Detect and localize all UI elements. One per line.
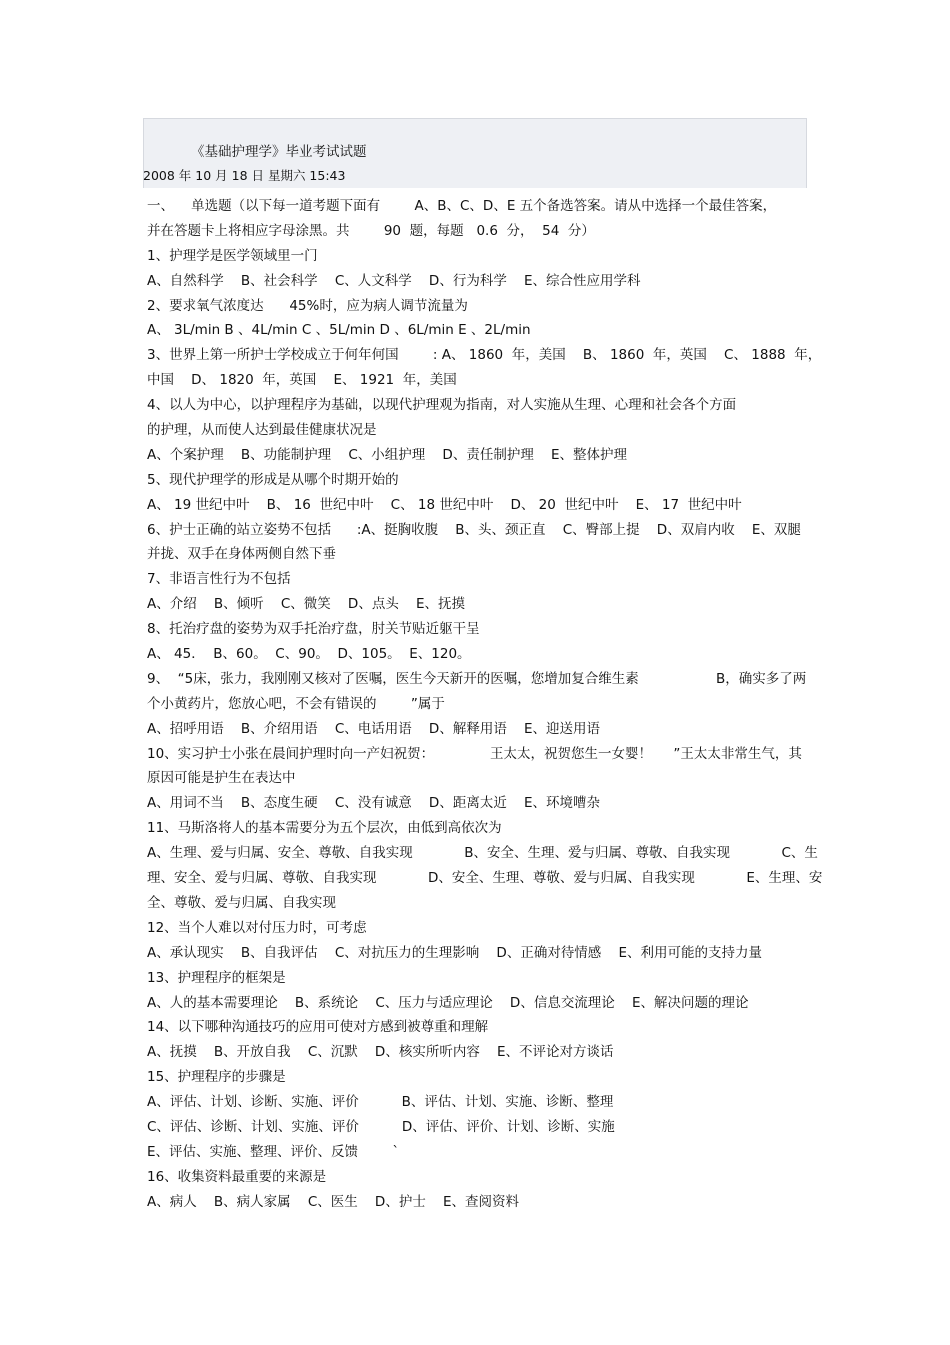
question-13: 13、护理程序的框架是 <box>147 969 286 986</box>
options-11: A、生理、爱与归属、安全、尊敬、自我实现 B、安全、生理、爱与归属、尊敬、自我实现 C、生 <box>147 845 818 862</box>
question-11: 11、马斯洛将人的基本需要分为五个层次，由低到高依次为 <box>147 820 502 837</box>
options-4: A、个案护理 B、功能制护理 C、小组护理 D、责任制护理 E、整体护理 <box>147 446 628 463</box>
options-16: A、病人 B、病人家属 C、医生 D、护士 E、查阅资料 <box>147 1193 520 1210</box>
options-11-cont: 理、安全、爱与归属、尊敬、自我实现 D、安全、生理、尊敬、爱与归属、自我实现 E、生理、安 <box>147 870 823 887</box>
question-5: 5、现代护理学的形成是从哪个时期开始的 <box>147 471 399 488</box>
options-15-e: E、评估、实施、整理、评价、反馈 ` <box>147 1143 400 1160</box>
page-title: 《基础护理学》毕业考试试题 <box>191 144 367 160</box>
question-9: 9、 “5床，张力，我刚刚又核对了医嘱，医生今天新开的医嘱，您增加复合维生素 B，确实多了两 <box>147 670 807 687</box>
question-6: 6、护士正确的站立姿势不包括 :A、挺胸收腹 B、头、颈正直 C、臀部上提 D、双肩内收 E、双腿 <box>147 521 801 538</box>
question-14: 14、以下哪种沟通技巧的应用可使对方感到被尊重和理解 <box>147 1019 489 1036</box>
question-10-cont: 原因可能是护生在表达中 <box>147 770 296 787</box>
options-11-cont2: 全、尊敬、爱与归属、自我实现 <box>147 894 336 911</box>
options-1: A、自然科学 B、社会科学 C、人文科学 D、行为科学 E、综合性应用学科 <box>147 272 641 289</box>
question-15: 15、护理程序的步骤是 <box>147 1069 286 1086</box>
question-9-cont: 个小黄药片，您放心吧，不会有错误的 ”属于 <box>147 695 445 712</box>
question-10: 10、实习护士小张在晨间护理时向一产妇祝贺： 王太太，祝贺您生一女婴！ ”王太太非常生气，其 <box>147 745 802 762</box>
options-10: A、用词不当 B、态度生硬 C、没有诚意 D、距离太近 E、环境嘈杂 <box>147 795 601 812</box>
options-7: A、介绍 B、倾听 C、微笑 D、点头 E、抚摸 <box>147 596 466 613</box>
question-3: 3、世界上第一所护士学校成立于何年何国 : A、 1860 年，美国 B、 1860 年，英国 C、 1888 年， <box>147 347 822 364</box>
question-7: 7、非语言性行为不包括 <box>147 571 291 588</box>
options-15-cd: C、评估、诊断、计划、实施、评价 D、评估、评价、计划、诊断、实施 <box>147 1118 615 1135</box>
options-9: A、招呼用语 B、介绍用语 C、电话用语 D、解释用语 E、迎送用语 <box>147 720 601 737</box>
options-12: A、承认现实 B、自我评估 C、对抗压力的生理影响 D、正确对待情感 E、利用可能的支持力量 <box>147 944 763 961</box>
question-4: 4、以人为中心，以护理程序为基础，以现代护理观为指南，对人实施从生理、心理和社会各个方面 <box>147 397 737 414</box>
question-1: 1、护理学是医学领域里一门 <box>147 247 318 264</box>
section-heading-cont: 并在答题卡上将相应字母涂黑。共 90 题，每题 0.6 分， 54 分） <box>147 222 595 239</box>
question-2: 2、要求氧气浓度达 45%时，应为病人调节流量为 <box>147 297 468 314</box>
post-date: 2008 年 10 月 18 日 星期六 15:43 <box>143 168 346 183</box>
question-12: 12、当个人难以对付压力时，可考虑 <box>147 919 367 936</box>
options-15-ab: A、评估、计划、诊断、实施、评价 B、评估、计划、实施、诊断、整理 <box>147 1094 614 1111</box>
section-heading: 一、 单选题（以下每一道考题下面有 A、B、C、D、E 五个备选答案。请从中选择一个最佳答案， <box>147 198 777 214</box>
exam-content <box>147 194 871 1215</box>
question-3-cont: 中国 D、 1820 年，英国 E、 1921 年，美国 <box>147 372 457 389</box>
options-13: A、人的基本需要理论 B、系统论 C、压力与适应理论 D、信息交流理论 E、解决问题的理论 <box>147 994 749 1011</box>
options-5: A、 19 世纪中叶 B、 16 世纪中叶 C、 18 世纪中叶 D、 20 世纪中叶 E、 17 世纪中叶 <box>147 496 742 513</box>
options-14: A、抚摸 B、开放自我 C、沉默 D、核实所听内容 E、不评论对方谈话 <box>147 1044 614 1061</box>
options-8: A、 45． B、60。 C、90。 D、105。 E、120。 <box>147 646 471 663</box>
options-2: A、 3L/min B 、4L/min C 、5L/min D 、6L/min E 、2L/min <box>147 322 531 339</box>
question-6-cont: 并拢、双手在身体两侧自然下垂 <box>147 546 336 563</box>
question-16: 16、收集资料最重要的来源是 <box>147 1168 327 1185</box>
question-4-cont: 的护理，从而使人达到最佳健康状况是 <box>147 422 377 439</box>
question-8: 8、托治疗盘的姿势为双手托治疗盘，肘关节贴近躯干呈 <box>147 621 480 638</box>
